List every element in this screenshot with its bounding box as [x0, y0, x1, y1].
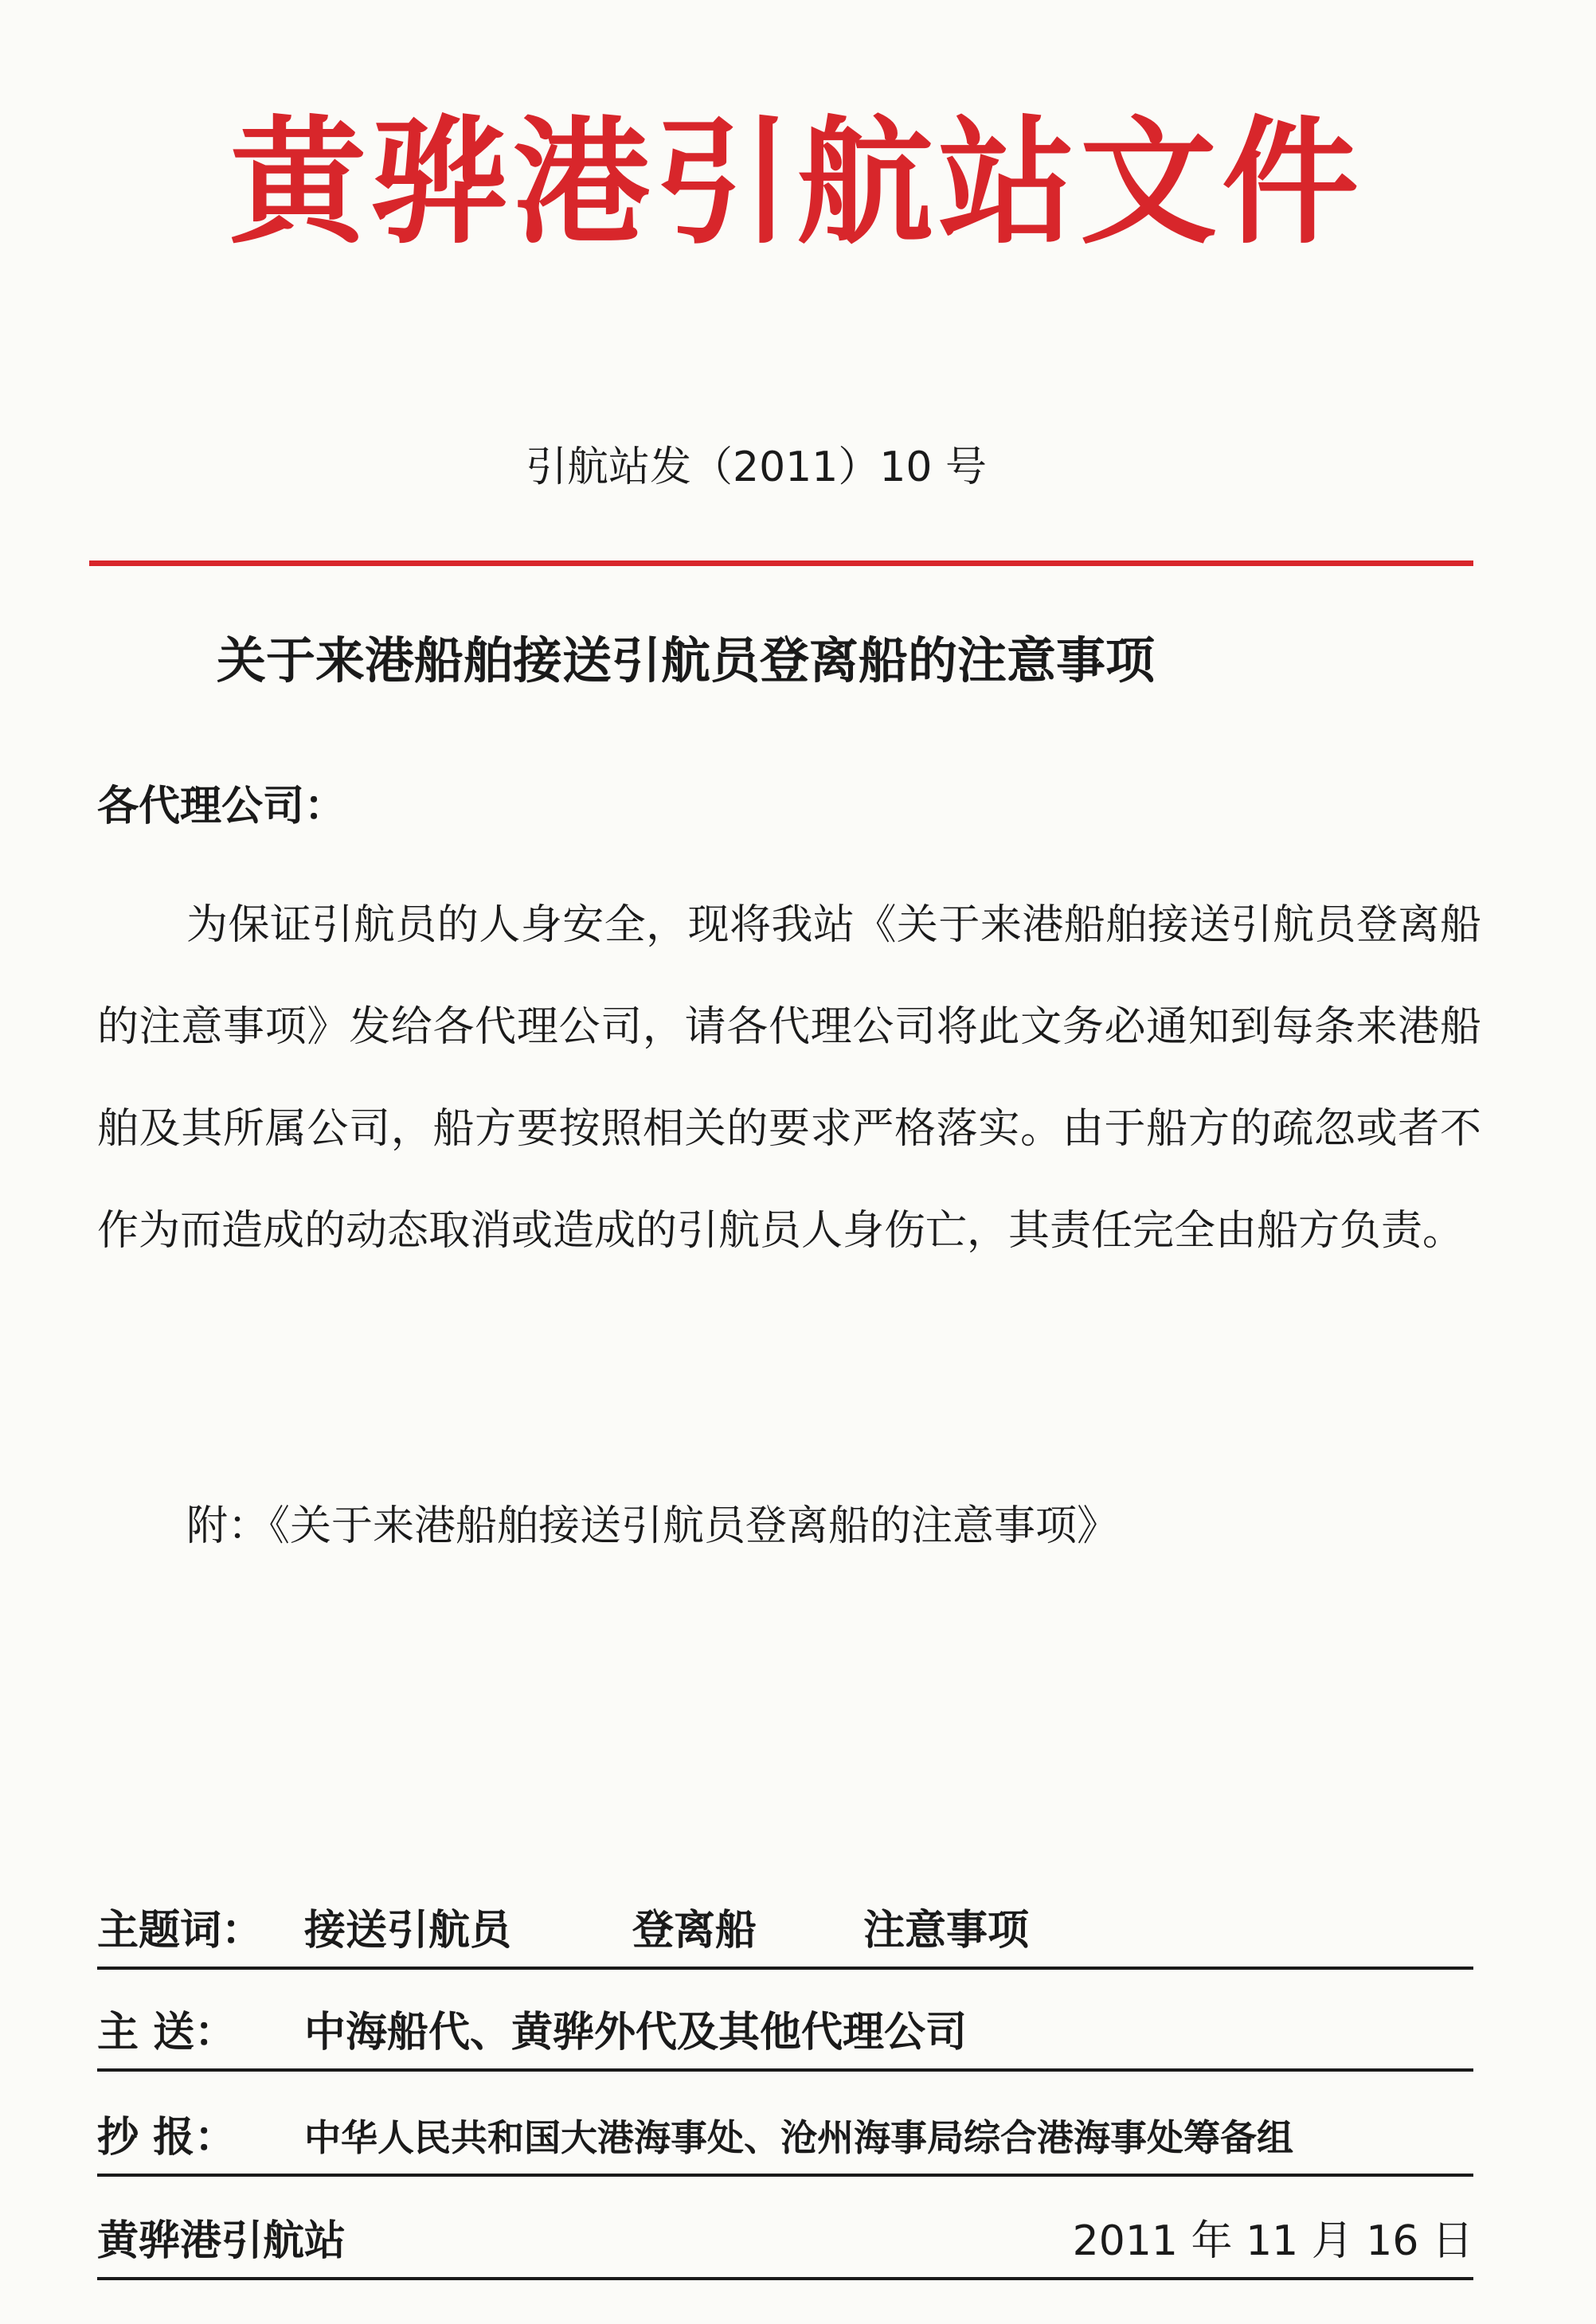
- issuer-name: 黄骅港引航站: [97, 2217, 346, 2265]
- cc-row: [97, 2102, 1473, 2177]
- send-to-row: [97, 1997, 1473, 2072]
- red-divider-line: [89, 560, 1473, 566]
- cc-label: 抄 报：: [97, 2114, 237, 2162]
- issuer-row: [97, 2205, 1473, 2280]
- keyword-item: 登离船: [632, 1907, 757, 1955]
- send-to-label: 主 送：: [97, 2009, 237, 2056]
- keyword-item: 接送引航员: [304, 1907, 512, 1955]
- body-paragraph: 为保证引航员的人身安全，现将我站《关于来港船舶接送引航员登离船的注意事项》发给各代理公司，请各代理公司将此文务必通知到每条来港船舶及其所属公司，船方要按照相关的要求严格落实。由于船方的疏忽或者不作为而造成的动态取消或造成的引航员人身伤亡，其责任完全由船方负责。: [97, 901, 1481, 1255]
- attachment-line: 附：《关于来港船舶接送引航员登离船的注意事项》: [186, 1502, 1119, 1550]
- cc-value: 中华人民共和国大港海事处、沧州海事局综合港海事处筹备组: [304, 2116, 1293, 2159]
- salutation: 各代理公司：: [97, 783, 346, 830]
- send-to-value: 中海船代、黄骅外代及其他代理公司: [304, 2009, 968, 2056]
- issue-date: 2011 年 11 月 16 日: [1072, 2217, 1473, 2265]
- document-title: 关于来港船舶接送引航员登离船的注意事项: [217, 631, 1156, 689]
- keywords-row: [97, 1895, 1473, 1970]
- document-number: 引航站发（2011）10 号: [526, 443, 988, 491]
- letterhead-title: 黄骅港引航站文件: [229, 103, 1363, 263]
- keywords-label: 主题词：: [97, 1907, 264, 1955]
- keyword-item: 注意事项: [863, 1907, 1030, 1955]
